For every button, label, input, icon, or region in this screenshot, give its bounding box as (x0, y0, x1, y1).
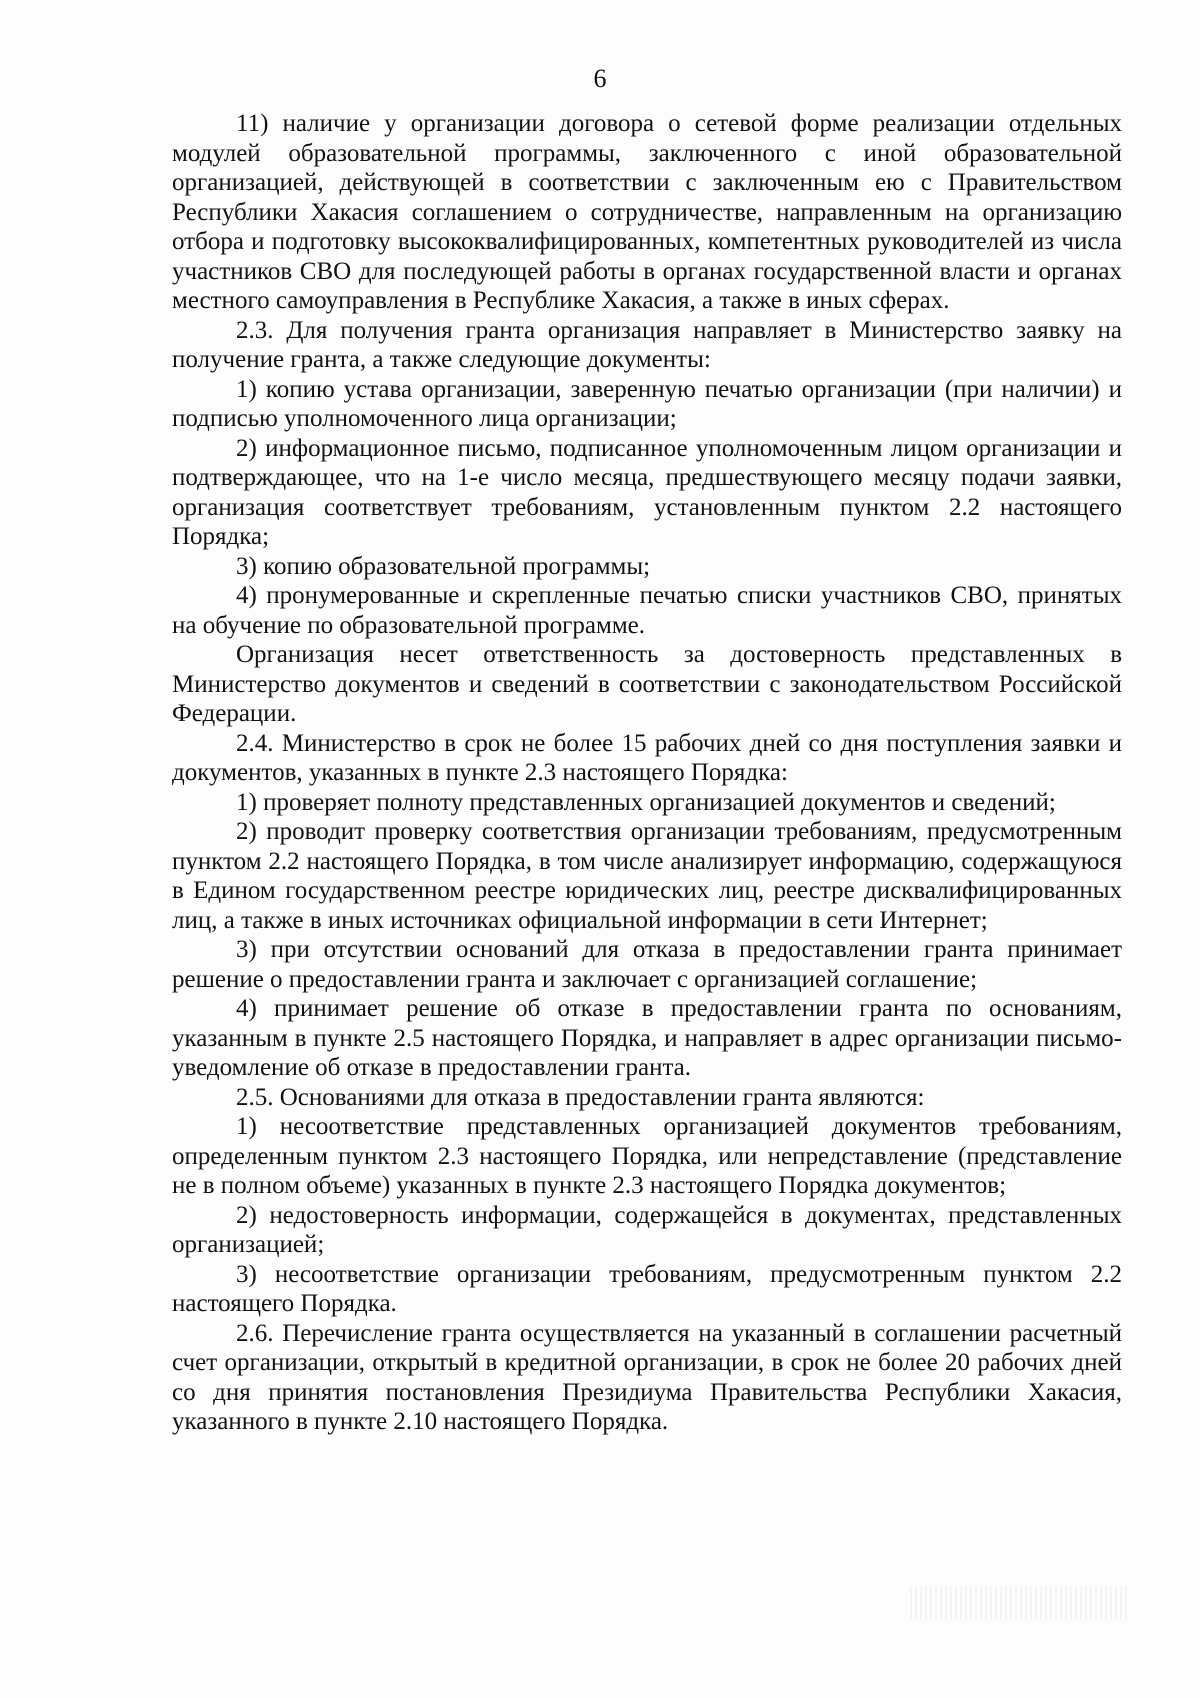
page-number: 6 (593, 64, 607, 93)
document-body (172, 109, 1122, 1437)
paragraph: 2) информационное письмо, подписанное уполномоченным лицом организации и подтверждающее, что на 1-е число месяца, предшествующего месяцу подачи заявки, организация соответствует требованиям, установленным пунктом 2.2 настоящего Порядка; (172, 434, 1122, 550)
paragraph: 3) при отсутствии оснований для отказа в предоставлении гранта принимает решение о предоставлении гранта и заключает с организацией соглашение; (172, 936, 1122, 993)
paragraph: 1) копию устава организации, заверенную печатью организации (при наличии) и подписью уполномоченного лица организации; (172, 375, 1122, 432)
paragraph: 3) копию образовательной программы; (236, 552, 651, 580)
paragraph: 2) недостоверность информации, содержащейся в документах, представленных организацией; (172, 1201, 1122, 1258)
paragraph: 2.3. Для получения гранта организация направляет в Министерство заявку на получение гранта, а также следующие документы: (172, 316, 1122, 373)
paragraph: 2) проводит проверку соответствия организации требованиям, предусмотренным пунктом 2.2 настоящего Порядка, в том числе анализирует информацию, содержащуюся в Едином государственном реестре юридических лиц, реестре дисквалифицированных лиц, а также в иных источниках официальной информации в сети Интернет; (172, 818, 1122, 934)
paragraph: 1) проверяет полноту представленных организацией документов и сведений; (236, 788, 1056, 816)
paragraph: 4) пронумерованные и скрепленные печатью списки участников СВО, принятых на обучение по образовательной программе. (172, 582, 1122, 639)
paragraph: 1) несоответствие представленных организацией документов требованиям, определенным пунктом 2.3 настоящего Порядка, или непредставление (представление не в полном объеме) указанных в пункте 2.3 настоящего Порядка документов; (172, 1113, 1122, 1199)
paragraph: 11) наличие у организации договора о сетевой форме реализации отдельных модулей образовательной программы, заключенного с иной образовательной организацией, действующей в соответствии с заключенным ею с Правительством Республики Хакасия соглашением о сотрудничестве, направленным на организацию отбора и подготовку высококвалифицированных, компетентных руководителей из числа участников СВО для последующей работы в органах государственной власти и органах местного самоуправления в Республике Хакасия, а также в иных сферах. (172, 110, 1122, 314)
scan-artifact (910, 1586, 1130, 1620)
paragraph: 3) несоответствие организации требованиям, предусмотренным пунктом 2.2 настоящего Порядка. (172, 1260, 1122, 1317)
paragraph: 2.5. Основаниями для отказа в предоставлении гранта являются: (236, 1083, 925, 1111)
paragraph: 2.4. Министерство в срок не более 15 рабочих дней со дня поступления заявки и документов, указанных в пункте 2.3 настоящего Порядка: (172, 729, 1122, 786)
paragraph: 4) принимает решение об отказе в предоставлении гранта по основаниям, указанным в пункте 2.5 настоящего Порядка, и направляет в адрес организации письмо-уведомление об отказе в предоставлении гранта. (172, 995, 1122, 1081)
paragraph: Организация несет ответственность за достоверность представленных в Министерство документов и сведений в соответствии с законодательством Российской Федерации. (172, 641, 1122, 727)
paragraph: 2.6. Перечисление гранта осуществляется на указанный в соглашении расчетный счет организации, открытый в кредитной организации, в срок не более 20 рабочих дней со дня принятия постановления Президиума Правительства Республики Хакасия, указанного в пункте 2.10 настоящего Порядка. (172, 1319, 1122, 1435)
